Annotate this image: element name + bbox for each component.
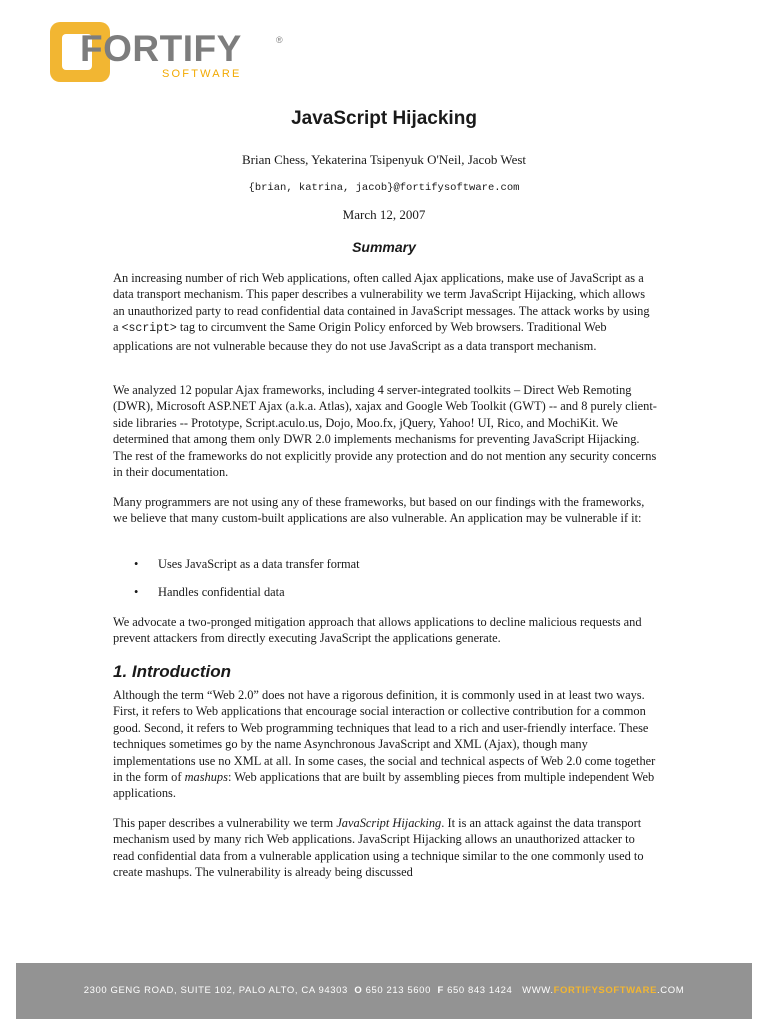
summary-paragraph-3: Many programmers are not using any of these frameworks, but based on our findings with the frameworks, we believe that many custom-built applications are also vulnerable. An application may be vulnerable if it: [113,495,645,526]
logo-registered-mark: ® [276,35,283,45]
introduction-heading: 1. Introduction [113,662,232,681]
bullet-icon: • [134,557,139,571]
author-emails: {brian, katrina, jacob}@fortifysoftware.com [248,182,520,194]
summary-paragraph-2: We analyzed 12 popular Ajax frameworks, including 4 server-integrated toolkits – Direct Web Remoting (DWR), Microsoft ASP.NET Ajax (a.k.a. Atlas), xajax and Google Web Toolkit (GWT) -- and 8 purely client-side libraries -- Prototype, Script.aculo.us, Dojo, Moo.fx, jQuery, Yahoo! UI, Rico, and MochiKit. We determined that among them only DWR 2.0 implements mechanisms for preventing JavaScript Hijacking. The rest of the frameworks do not explicitly provide any protection and do not mention any security concerns in their documentation. [113,383,657,480]
summary-paragraph-4: We advocate a two-pronged mitigation approach that allows applications to decline malicious requests and prevent attackers from directly executing JavaScript the applications generate. [113,615,642,646]
intro-paragraph-2: This paper describes a vulnerability we term JavaScript Hijacking. It is an attack against the data transport mechanism used by many rich Web applications. JavaScript Hijacking allows an unauthorized attacker to read confidential data from a vulnerable application using a technique similar to the one commonly used to create mashups. The vulnerability is already being discussed [113,816,644,880]
list-item: • Handles confidential data [134,585,285,599]
bullet-icon: • [134,585,139,599]
footer-contact: 2300 GENG ROAD, SUITE 102, PALO ALTO, CA 94303 O 650 213 5600 F 650 843 1424 WWW.FORTIFYSOFTWARE.COM [83,985,685,996]
logo-wordmark: FORTIFY [80,28,242,69]
footer-website[interactable]: WWW.FORTIFYSOFTWARE.COM [522,985,685,996]
page-title: JavaScript Hijacking [291,108,477,129]
summary-heading: Summary [352,239,416,255]
vulnerability-conditions-list [134,556,360,612]
page-footer [16,963,752,1019]
fortify-logo [50,22,283,84]
list-item: • Uses JavaScript as a data transfer format [134,557,360,571]
summary-paragraph-1: An increasing number of rich Web applications, often called Ajax applications, make use of JavaScript as a data transport mechanism. This paper describes a vulnerability we term JavaScript Hijacking, which allows an unauthorized party to read confidential data contained in JavaScript messages. The attack works by using a <script> tag to circumvent the Same Origin Policy enforced by Web browsers. Traditional Web applications are not vulnerable because they do not use JavaScript as a data transport mechanism. [113,271,650,353]
logo-subtitle: SOFTWARE [162,68,242,80]
publication-date: March 12, 2007 [342,207,426,222]
intro-paragraph-1: Although the term “Web 2.0” does not have a rigorous definition, it is commonly used in at least two ways. First, it refers to Web applications that encourage social interaction or collective contribution for a common good. Second, it refers to Web programming techniques that lead to a rich and user-friendly interface. These techniques sometimes go by the name Asynchronous JavaScript and XML (Ajax), though many implementations use no XML at all. In some cases, the social and technical aspects of Web 2.0 come together in the form of mashups: Web applications that are built by assembling pieces from multiple independent Web applications. [113,688,656,801]
authors: Brian Chess, Yekaterina Tsipenyuk O'Neil, Jacob West [241,152,527,167]
